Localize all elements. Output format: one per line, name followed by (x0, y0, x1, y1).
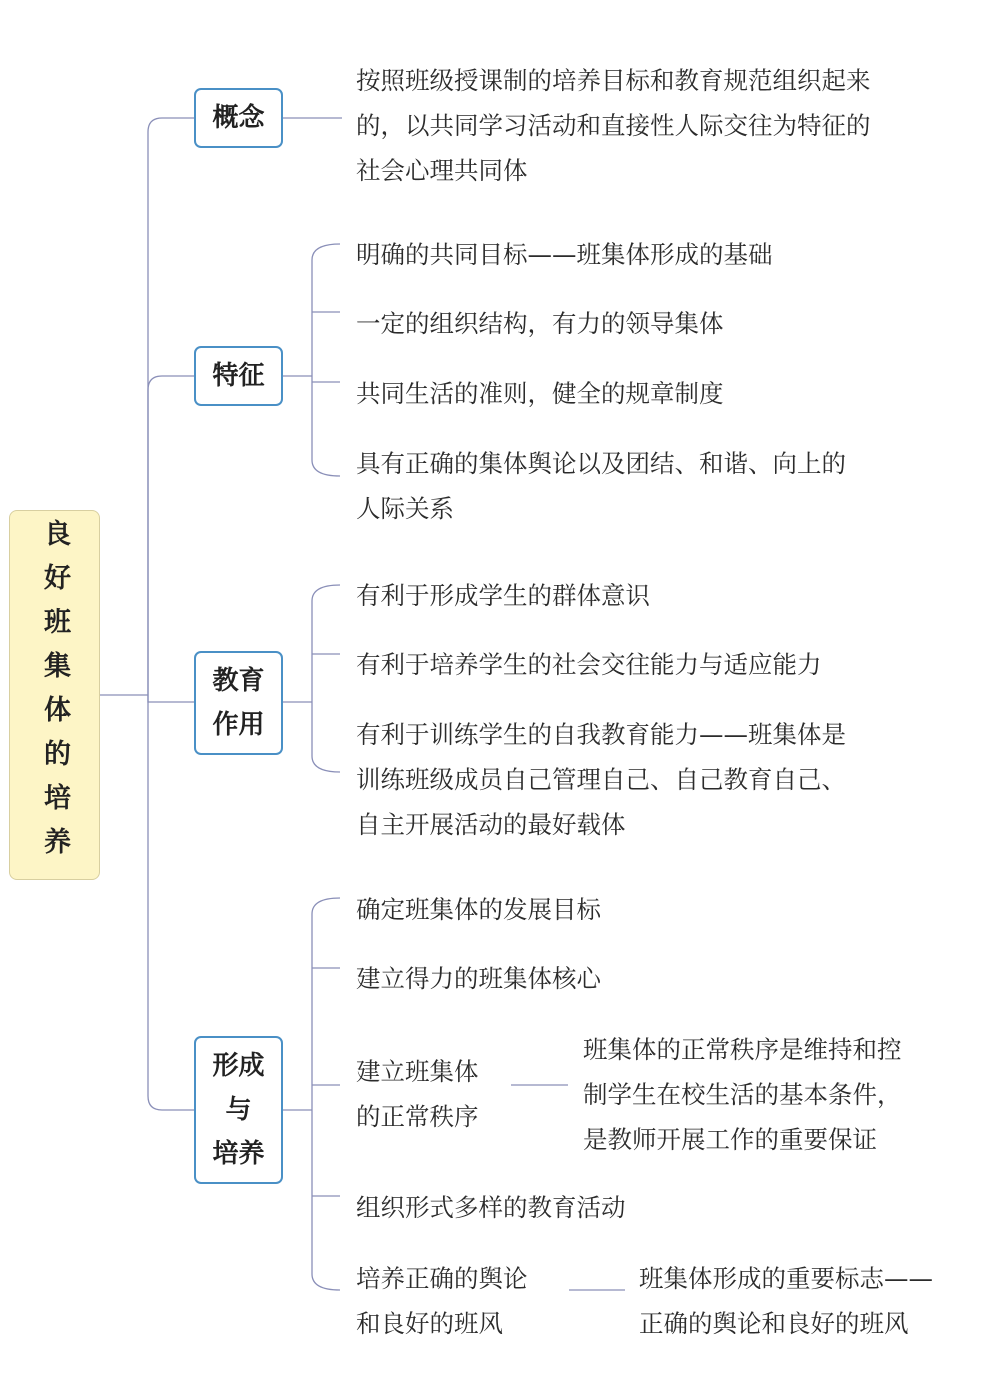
node-formation-label: 形成 与 培养 (212, 1051, 265, 1169)
education-item-line: 训练班级成员自己管理自己、自己教育自己、 (356, 765, 846, 794)
formation-detail-line: 正确的舆论和良好的班风 (639, 1309, 909, 1338)
formation-item (356, 1049, 479, 1139)
formation-detail-line: 班集体形成的重要标志—— (639, 1264, 933, 1293)
node-formation[interactable] (194, 1036, 283, 1184)
feature-item: 共同生活的准则，健全的规章制度 (356, 379, 724, 408)
formation-item (356, 1256, 528, 1346)
education-item: 有利于形成学生的群体意识 (356, 581, 650, 610)
formation-detail-line: 是教师开展工作的重要保证 (583, 1125, 877, 1154)
concept-line: 社会心理共同体 (356, 156, 528, 185)
formation-detail (583, 1027, 902, 1162)
node-education-label: 教育 作用 (212, 666, 265, 740)
formation-detail-line: 班集体的正常秩序是维持和控 (583, 1035, 902, 1064)
root-node[interactable] (9, 510, 100, 880)
node-education[interactable] (194, 651, 283, 755)
formation-item-line: 的正常秩序 (356, 1102, 479, 1131)
education-item (356, 712, 846, 847)
feature-item: 一定的组织结构，有力的领导集体 (356, 309, 724, 338)
feature-item-line: 具有正确的集体舆论以及团结、和谐、向上的 (356, 449, 846, 478)
root-title: 良好班集体的培养 (39, 519, 70, 871)
formation-item-line: 建立班集体 (356, 1057, 479, 1086)
concept-line: 的，以共同学习活动和直接性人际交往为特征的 (356, 111, 871, 140)
concept-line: 按照班级授课制的培养目标和教育规范组织起来 (356, 66, 871, 95)
feature-item-line: 人际关系 (356, 494, 454, 523)
concept-text (356, 58, 871, 193)
feature-item: 明确的共同目标——班集体形成的基础 (356, 240, 773, 269)
feature-item (356, 441, 846, 531)
education-item: 有利于培养学生的社会交往能力与适应能力 (356, 650, 822, 679)
formation-detail-line: 制学生在校生活的基本条件， (583, 1080, 902, 1109)
node-features[interactable] (194, 346, 283, 406)
education-item-line: 有利于训练学生的自我教育能力——班集体是 (356, 720, 846, 749)
formation-item-line: 和良好的班风 (356, 1309, 503, 1338)
education-item-line: 自主开展活动的最好载体 (356, 810, 626, 839)
formation-detail (639, 1256, 933, 1346)
formation-item: 建立得力的班集体核心 (356, 964, 601, 993)
main-trunk (148, 118, 194, 695)
node-features-label: 特征 (212, 361, 265, 391)
node-concept[interactable] (194, 88, 283, 148)
formation-item-line: 培养正确的舆论 (356, 1264, 528, 1293)
node-concept-label: 概念 (212, 103, 265, 133)
formation-item: 确定班集体的发展目标 (356, 895, 601, 924)
formation-item: 组织形式多样的教育活动 (356, 1193, 626, 1222)
